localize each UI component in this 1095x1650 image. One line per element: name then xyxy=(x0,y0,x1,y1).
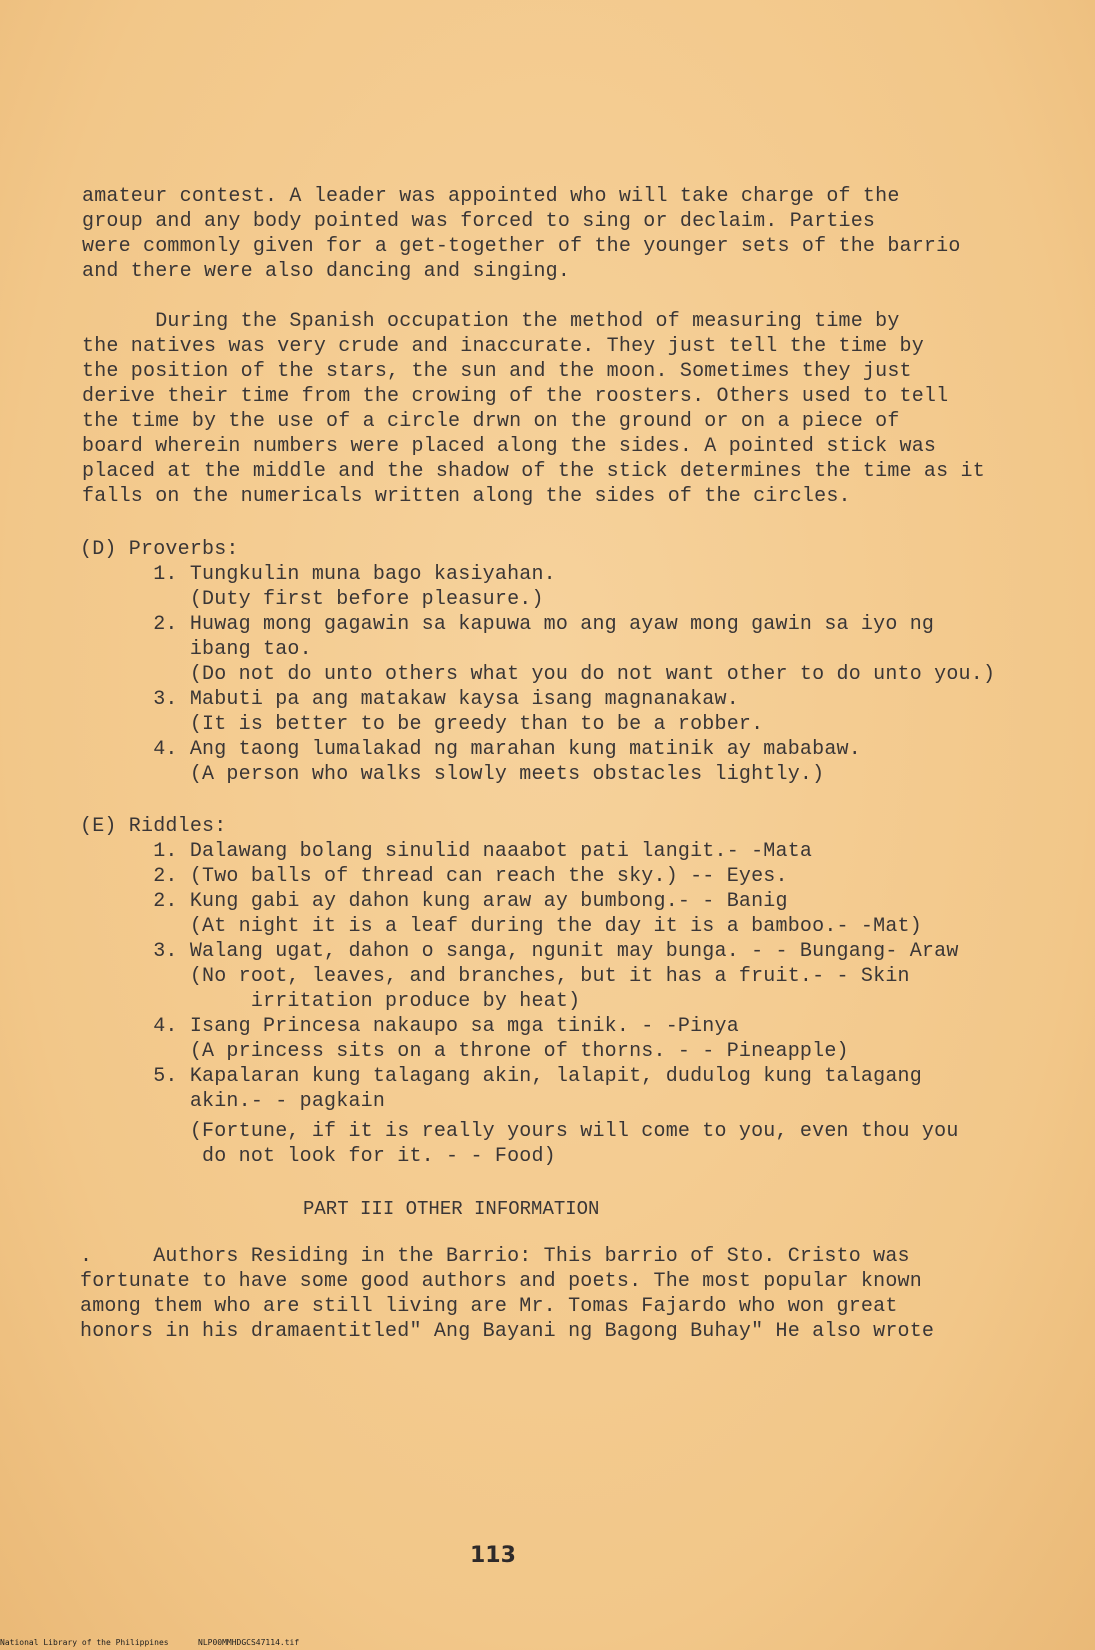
riddle-line: 2. (Two balls of thread can reach the sky.) -- Eyes. xyxy=(80,865,788,888)
proverb-line: (A person who walks slowly meets obstacles lightly.) xyxy=(80,763,825,786)
proverb-line: (It is better to be greedy than to be a robber. xyxy=(80,713,764,736)
proverb-line: (Duty first before pleasure.) xyxy=(80,588,544,611)
text-line: amateur contest. A leader was appointed who will take charge of the xyxy=(82,185,900,208)
riddle-line: akin.- - pagkain xyxy=(80,1090,386,1113)
text-line: were commonly given for a get-together of the younger sets of the barrio xyxy=(82,235,961,258)
riddle-line: 2. Kung gabi ay dahon kung araw ay bumbong.- - Banig xyxy=(80,890,788,913)
proverb-line: 1. Tungkulin muna bago kasiyahan. xyxy=(80,563,556,586)
proverb-line: ibang tao. xyxy=(80,638,312,661)
text-line: the position of the stars, the sun and the moon. Sometimes they just xyxy=(82,360,912,383)
text-line: board wherein numbers were placed along the sides. A pointed stick was xyxy=(82,435,937,458)
riddle-line: (No root, leaves, and branches, but it has a fruit.- - Skin xyxy=(80,965,910,988)
text-line: among them who are still living are Mr. Tomas Fajardo who won great xyxy=(80,1295,898,1318)
riddle-line: 1. Dalawang bolang sinulid naaabot pati langit.- -Mata xyxy=(80,840,813,863)
page-number: 113 xyxy=(470,1543,516,1568)
riddle-line: 5. Kapalaran kung talagang akin, lalapit, dudulog kung talagang xyxy=(80,1065,922,1088)
riddle-line: (Fortune, if it is really yours will come to you, even thou you xyxy=(80,1120,959,1143)
text-line: the time by the use of a circle drwn on the ground or on a piece of xyxy=(82,410,900,433)
section-heading: (E) Riddles: xyxy=(80,815,227,838)
riddle-line: 3. Walang ugat, dahon o sanga, ngunit may bunga. - - Bungang- Araw xyxy=(80,940,959,963)
proverb-line: (Do not do unto others what you do not want other to do unto you.) xyxy=(80,663,996,686)
riddle-line: (At night it is a leaf during the day it is a bamboo.- -Mat) xyxy=(80,915,922,938)
riddle-line: do not look for it. - - Food) xyxy=(80,1145,556,1168)
riddle-line: 4. Isang Princesa nakaupo sa mga tinik. - -Pinya xyxy=(80,1015,739,1038)
text-line: honors in his dramaentitled" Ang Bayani ng Bagong Buhay" He also wrote xyxy=(80,1320,935,1343)
section-heading: (D) Proverbs: xyxy=(80,538,239,561)
footer-library-name: National Library of the Philippines xyxy=(0,1638,169,1647)
text-line: the natives was very crude and inaccurate. They just tell the time by xyxy=(82,335,924,358)
riddle-line: irritation produce by heat) xyxy=(80,990,581,1013)
proverb-line: 2. Huwag mong gagawin sa kapuwa mo ang ayaw mong gawin sa iyo ng xyxy=(80,613,935,636)
text-line: placed at the middle and the shadow of the stick determines the time as it xyxy=(82,460,985,483)
proverb-line: 4. Ang taong lumalakad ng marahan kung matinik ay mababaw. xyxy=(80,738,861,761)
riddle-line: (A princess sits on a throne of thorns. - - Pineapple) xyxy=(80,1040,849,1063)
proverb-line: 3. Mabuti pa ang matakaw kaysa isang magnanakaw. xyxy=(80,688,739,711)
part-heading: PART III OTHER INFORMATION xyxy=(303,1198,600,1220)
text-line: and there were also dancing and singing. xyxy=(82,260,571,283)
text-line: derive their time from the crowing of the roosters. Others used to tell xyxy=(82,385,949,408)
text-line: . Authors Residing in the Barrio: This barrio of Sto. Cristo was xyxy=(80,1245,910,1268)
text-line: fortunate to have some good authors and poets. The most popular known xyxy=(80,1270,922,1293)
text-line: group and any body pointed was forced to sing or declaim. Parties xyxy=(82,210,876,233)
text-line: During the Spanish occupation the method of measuring time by xyxy=(82,310,900,333)
text-line: falls on the numericals written along the sides of the circles. xyxy=(82,485,851,508)
footer-file-name: NLP00MMHDGCS47114.tif xyxy=(198,1638,300,1647)
